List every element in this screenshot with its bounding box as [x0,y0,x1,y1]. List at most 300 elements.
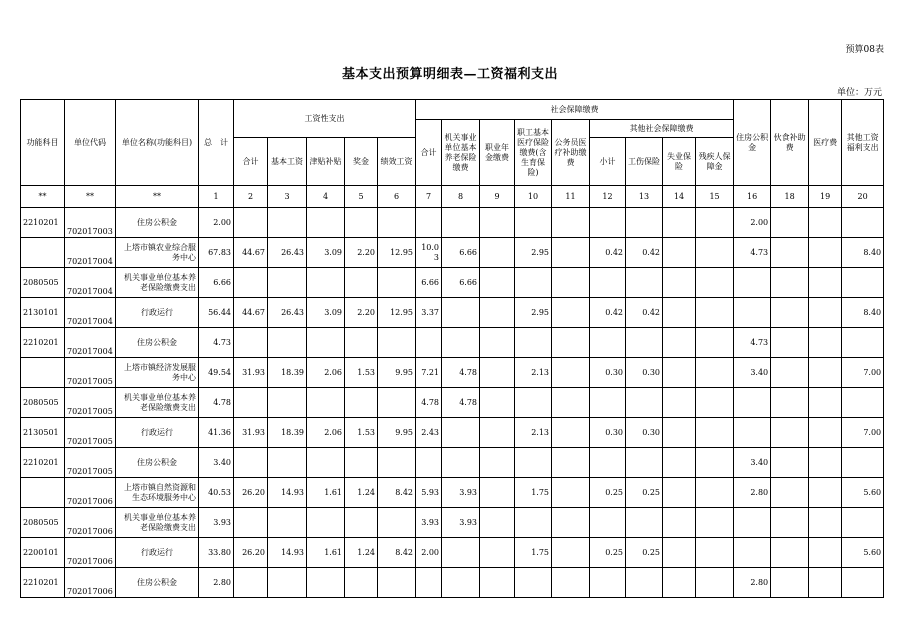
value-cell [771,238,809,268]
header-basic-wage: 基本工资 [268,138,307,186]
value-cell [696,418,734,448]
value-cell: 2.80 [199,568,234,598]
index-cell: ** [116,186,199,208]
value-cell [809,328,842,358]
value-cell [663,298,696,328]
value-cell [809,508,842,538]
value-cell: 0.42 [626,238,663,268]
index-cell: 18 [771,186,809,208]
value-cell [590,388,626,418]
value-cell [345,388,378,418]
value-cell: 2.80 [734,478,771,508]
value-cell [416,328,442,358]
index-cell: 16 [734,186,771,208]
value-cell [515,388,552,418]
value-cell: 67.83 [199,238,234,268]
unit-code-cell: 702017005 [65,388,116,418]
value-cell [809,358,842,388]
value-cell [771,208,809,238]
unit-name-cell: 住房公积金 [116,328,199,358]
value-cell: 1.24 [345,538,378,568]
value-cell [696,298,734,328]
value-cell [480,388,515,418]
table-row [21,448,884,478]
unit-code-cell: 702017006 [65,568,116,598]
value-cell [268,388,307,418]
value-cell [626,568,663,598]
header-wage-group: 工资性支出 [234,100,416,138]
value-cell [515,268,552,298]
unit-name-cell: 住房公积金 [116,568,199,598]
value-cell [696,388,734,418]
value-cell: 10.03 [416,238,442,268]
value-cell [480,238,515,268]
value-cell [480,208,515,238]
value-cell [515,508,552,538]
value-cell [626,268,663,298]
value-cell [480,538,515,568]
value-cell [234,508,268,538]
unit-code-cell: 702017005 [65,358,116,388]
value-cell [663,358,696,388]
func-subject-cell: 2210201 [21,568,65,598]
value-cell [696,268,734,298]
value-cell: 0.42 [626,298,663,328]
value-cell [842,508,884,538]
index-cell: 1 [199,186,234,208]
value-cell: 0.30 [626,358,663,388]
value-cell: 6.66 [199,268,234,298]
value-cell: 14.93 [268,538,307,568]
header-meal: 伙食补助费 [771,100,809,186]
value-cell [663,328,696,358]
value-cell: 4.78 [442,388,480,418]
value-cell [626,328,663,358]
value-cell [268,508,307,538]
header-annuity: 职业年金缴费 [480,120,515,186]
value-cell: 3.93 [199,508,234,538]
value-cell [809,208,842,238]
value-cell [842,268,884,298]
value-cell: 0.42 [590,238,626,268]
value-cell [696,448,734,478]
value-cell [590,268,626,298]
header-unit-name: 单位名称(功能科目) [116,100,199,186]
index-cell: ** [21,186,65,208]
value-cell: 3.93 [442,508,480,538]
value-cell [416,208,442,238]
value-cell [234,208,268,238]
table-row [21,418,884,448]
value-cell [626,208,663,238]
value-cell: 2.13 [515,418,552,448]
index-cell: 19 [809,186,842,208]
header-disability: 残疾人保障金 [696,138,734,186]
value-cell: 3.09 [307,298,345,328]
value-cell [416,568,442,598]
value-cell [771,538,809,568]
value-cell [442,538,480,568]
value-cell [345,568,378,598]
value-cell [696,538,734,568]
value-cell [378,388,416,418]
value-cell [378,268,416,298]
value-cell [268,268,307,298]
value-cell: 7.00 [842,358,884,388]
value-cell [590,328,626,358]
value-cell [307,568,345,598]
value-cell: 3.40 [734,358,771,388]
value-cell [663,478,696,508]
value-cell [663,388,696,418]
value-cell [268,328,307,358]
value-cell [809,568,842,598]
header-medical-fee: 医疗费 [809,100,842,186]
value-cell [771,508,809,538]
table-row [21,358,884,388]
value-cell [734,418,771,448]
value-cell: 49.54 [199,358,234,388]
value-cell [307,268,345,298]
value-cell: 12.95 [378,298,416,328]
unit-name-cell: 住房公积金 [116,208,199,238]
value-cell: 4.78 [199,388,234,418]
value-cell [480,508,515,538]
value-cell [234,448,268,478]
value-cell: 18.39 [268,418,307,448]
value-cell [809,538,842,568]
value-cell [771,328,809,358]
value-cell [590,568,626,598]
value-cell [234,568,268,598]
value-cell: 3.37 [416,298,442,328]
value-cell: 8.42 [378,538,416,568]
budget-table [20,99,884,598]
func-subject-cell: 2080505 [21,388,65,418]
value-cell [515,208,552,238]
value-cell [663,238,696,268]
value-cell [696,358,734,388]
value-cell: 56.44 [199,298,234,328]
value-cell: 5.60 [842,478,884,508]
value-cell [268,448,307,478]
value-cell: 0.30 [590,418,626,448]
value-cell: 1.75 [515,478,552,508]
value-cell [442,448,480,478]
value-cell [809,298,842,328]
value-cell [480,358,515,388]
table-row [21,478,884,508]
value-cell [480,568,515,598]
value-cell [345,448,378,478]
func-subject-cell [21,478,65,508]
value-cell [809,448,842,478]
index-cell: 20 [842,186,884,208]
unit-code-cell: 702017005 [65,448,116,478]
value-cell [416,448,442,478]
value-cell [345,508,378,538]
value-cell [696,478,734,508]
value-cell: 3.93 [442,478,480,508]
value-cell [809,268,842,298]
header-allowance: 津贴补贴 [307,138,345,186]
value-cell [626,388,663,418]
value-cell [771,358,809,388]
value-cell [480,418,515,448]
value-cell [378,208,416,238]
value-cell: 0.25 [590,478,626,508]
value-cell [234,268,268,298]
value-cell: 3.40 [199,448,234,478]
value-cell: 4.78 [442,358,480,388]
value-cell: 8.40 [842,238,884,268]
value-cell: 9.95 [378,418,416,448]
value-cell: 2.06 [307,358,345,388]
table-row [21,268,884,298]
value-cell [771,268,809,298]
value-cell [842,208,884,238]
value-cell: 2.43 [416,418,442,448]
value-cell [663,208,696,238]
unit-code-cell: 702017003 [65,208,116,238]
func-subject-cell: 2210201 [21,208,65,238]
header-pension: 机关事业单位基本养老保险缴费 [442,120,480,186]
value-cell [696,508,734,538]
value-cell [345,208,378,238]
unit-name-cell: 上塔市镇农业综合服务中心 [116,238,199,268]
value-cell: 26.43 [268,238,307,268]
unit-label: 单位：万元 [836,88,882,98]
table-row [21,538,884,568]
value-cell: 4.78 [416,388,442,418]
value-cell: 7.00 [842,418,884,448]
index-cell: 5 [345,186,378,208]
header-medical: 职工基本医疗保险缴费(含生育保险) [515,120,552,186]
value-cell [378,568,416,598]
value-cell: 0.42 [590,298,626,328]
value-cell [552,568,590,598]
value-cell [734,298,771,328]
table-row [21,508,884,538]
value-cell: 6.66 [442,238,480,268]
value-cell [734,538,771,568]
value-cell [663,448,696,478]
unit-code-cell: 702017004 [65,298,116,328]
value-cell [771,418,809,448]
unit-name-cell: 行政运行 [116,298,199,328]
value-cell [378,508,416,538]
value-cell [626,508,663,538]
func-subject-cell: 2210201 [21,448,65,478]
header-social-group: 社会保障缴费 [416,100,734,120]
value-cell [663,568,696,598]
index-row [21,186,884,208]
value-cell: 2.80 [734,568,771,598]
value-cell: 4.73 [199,328,234,358]
value-cell [842,388,884,418]
value-cell [552,448,590,478]
value-cell: 8.42 [378,478,416,508]
header-func-subject: 功能科目 [21,100,65,186]
func-subject-cell: 2130501 [21,418,65,448]
value-cell: 1.61 [307,478,345,508]
table-row [21,208,884,238]
unit-code-cell: 702017006 [65,478,116,508]
value-cell [626,448,663,478]
index-cell: 13 [626,186,663,208]
header-other-subtotal: 小计 [590,138,626,186]
index-cell: 7 [416,186,442,208]
func-subject-cell: 2130101 [21,298,65,328]
value-cell [663,268,696,298]
value-cell: 2.20 [345,298,378,328]
value-cell [268,568,307,598]
value-cell: 6.66 [442,268,480,298]
value-cell [480,268,515,298]
table-row [21,328,884,358]
value-cell [307,328,345,358]
table-row [21,238,884,268]
value-cell [442,328,480,358]
value-cell: 3.09 [307,238,345,268]
value-cell [590,508,626,538]
value-cell [515,328,552,358]
index-cell: 10 [515,186,552,208]
index-cell: 2 [234,186,268,208]
value-cell: 9.95 [378,358,416,388]
value-cell: 40.53 [199,478,234,508]
value-cell: 4.73 [734,328,771,358]
value-cell [663,538,696,568]
value-cell: 2.20 [345,238,378,268]
header-other-welfare: 其他工资福利支出 [842,100,884,186]
value-cell [842,568,884,598]
header-perf-wage: 绩效工资 [378,138,416,186]
value-cell [234,328,268,358]
value-cell: 26.43 [268,298,307,328]
value-cell: 0.30 [626,418,663,448]
value-cell [307,448,345,478]
value-cell [663,418,696,448]
value-cell: 0.25 [590,538,626,568]
value-cell: 3.40 [734,448,771,478]
unit-name-cell: 行政运行 [116,418,199,448]
value-cell [552,478,590,508]
value-cell: 33.80 [199,538,234,568]
header-social-total: 合计 [416,120,442,186]
value-cell: 6.66 [416,268,442,298]
form-number: 预算08表 [845,45,884,55]
value-cell [480,478,515,508]
value-cell [378,448,416,478]
func-subject-cell [21,358,65,388]
index-cell: 11 [552,186,590,208]
value-cell: 12.95 [378,238,416,268]
header-other-social-group: 其他社会保障缴费 [590,120,734,138]
unit-code-cell: 702017004 [65,268,116,298]
value-cell: 44.67 [234,238,268,268]
value-cell [307,508,345,538]
index-cell: 12 [590,186,626,208]
value-cell [442,208,480,238]
value-cell: 2.00 [199,208,234,238]
index-cell: 15 [696,186,734,208]
header-unemployment: 失业保险 [663,138,696,186]
value-cell [442,298,480,328]
value-cell [552,538,590,568]
value-cell: 44.67 [234,298,268,328]
value-cell [842,328,884,358]
value-cell [590,208,626,238]
value-cell: 4.73 [734,238,771,268]
value-cell: 2.95 [515,298,552,328]
value-cell [809,478,842,508]
value-cell [480,448,515,478]
header-bonus: 奖金 [345,138,378,186]
value-cell [234,388,268,418]
func-subject-cell: 2200101 [21,538,65,568]
unit-code-cell: 702017006 [65,538,116,568]
value-cell [771,388,809,418]
index-cell: ** [65,186,116,208]
func-subject-cell: 2080505 [21,508,65,538]
value-cell: 1.53 [345,418,378,448]
unit-code-cell: 702017005 [65,418,116,448]
value-cell [307,208,345,238]
unit-name-cell: 机关事业单位基本养老保险缴费支出 [116,268,199,298]
value-cell: 2.06 [307,418,345,448]
value-cell [809,388,842,418]
unit-name-cell: 上塔市镇经济发展服务中心 [116,358,199,388]
unit-name-cell: 行政运行 [116,538,199,568]
header-total: 总 计 [199,100,234,186]
value-cell [552,238,590,268]
header-unit-code: 单位代码 [65,100,116,186]
index-cell: 3 [268,186,307,208]
value-cell [663,508,696,538]
value-cell [696,208,734,238]
value-cell: 41.36 [199,418,234,448]
value-cell [734,388,771,418]
value-cell [696,238,734,268]
value-cell: 0.25 [626,538,663,568]
func-subject-cell: 2210201 [21,328,65,358]
value-cell: 7.21 [416,358,442,388]
value-cell [842,448,884,478]
value-cell: 31.93 [234,418,268,448]
value-cell: 18.39 [268,358,307,388]
value-cell: 2.13 [515,358,552,388]
unit-code-cell: 702017004 [65,238,116,268]
value-cell [696,328,734,358]
unit-code-cell: 702017004 [65,328,116,358]
value-cell: 5.60 [842,538,884,568]
value-cell: 1.75 [515,538,552,568]
index-cell: 14 [663,186,696,208]
index-cell: 9 [480,186,515,208]
value-cell [552,208,590,238]
value-cell [771,478,809,508]
unit-name-cell: 上塔市镇自然资源和生态环境服务中心 [116,478,199,508]
value-cell: 0.30 [590,358,626,388]
value-cell [515,568,552,598]
value-cell [552,508,590,538]
index-cell: 6 [378,186,416,208]
value-cell [552,328,590,358]
unit-name-cell: 住房公积金 [116,448,199,478]
value-cell: 26.20 [234,478,268,508]
value-cell: 1.53 [345,358,378,388]
